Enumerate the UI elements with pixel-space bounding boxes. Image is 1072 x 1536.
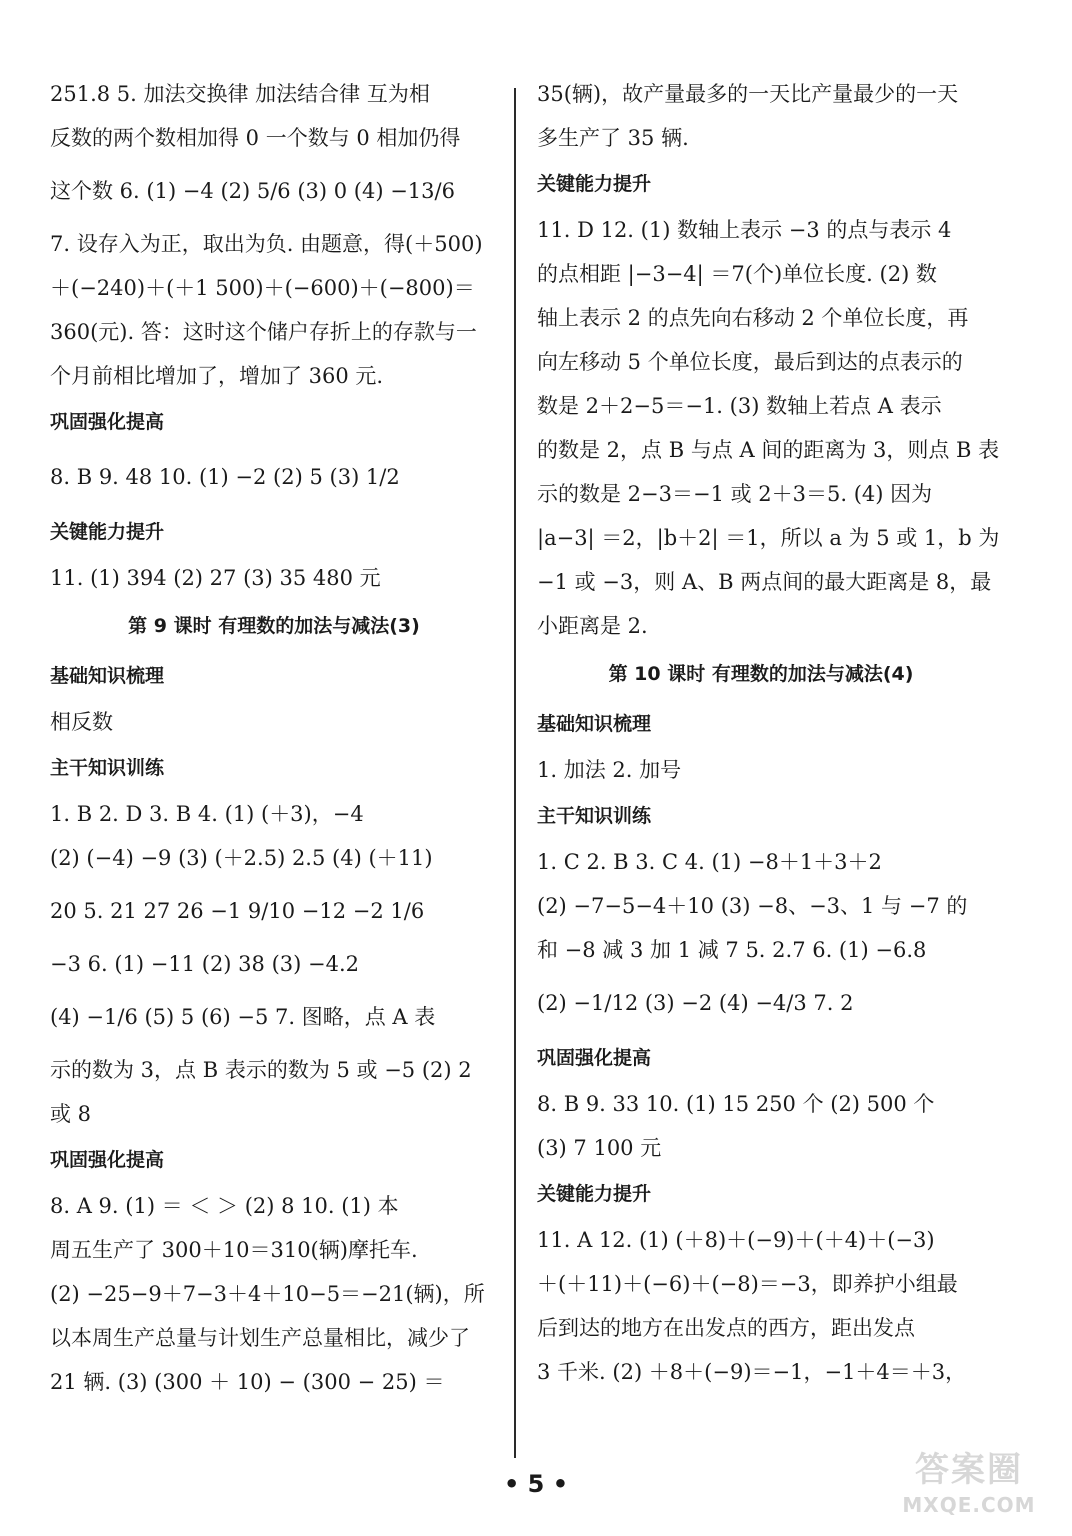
left-answer-line: 8. A 9. (1) ＝ ＜ ＞ (2) 8 10. (1) 本 [50, 1194, 399, 1218]
right-answer-line: 1. C 2. B 3. C 4. (1) −8＋1＋3＋2 [537, 850, 882, 874]
watermark-text-cn: 答案圈 [915, 1450, 1023, 1490]
left-answer-line: 反数的两个数相加得 0 一个数与 0 相加仍得 [50, 126, 461, 150]
left-section-heading: 主干知识训练 [50, 757, 165, 779]
left-answer-line: 7. 设存入为正，取出为负. 由题意，得(＋500) [50, 232, 483, 256]
right-answer-line: 后到达的地方在出发点的西方，距出发点 [537, 1316, 915, 1340]
left-column [50, 72, 498, 1404]
right-answer-line: (3) 7 100 元 [537, 1136, 662, 1160]
left-answer-line: 周五生产了 300＋10＝310(辆)摩托车. [50, 1238, 418, 1262]
right-section-heading: 巩固强化提高 [537, 1047, 652, 1069]
right-answer-line: 向左移动 5 个单位长度，最后到达的点表示的 [537, 350, 963, 374]
right-lesson-title: 第 10 课时 有理数的加法与减法(4) [608, 663, 914, 685]
watermark-logo [894, 1448, 1044, 1528]
left-answer-line: (2) (−4) −9 (3) (＋2.5) 2.5 (4) (＋11) [50, 846, 433, 870]
left-answer-line: (4) −1/6 (5) 5 (6) −5 7. 图略，点 A 表 [50, 1005, 436, 1029]
left-section-heading: 巩固强化提高 [50, 411, 165, 433]
left-answer-line: (2) −25−9＋7−3＋4＋10−5＝−21(辆)，所 [50, 1282, 485, 1306]
left-answer-line: 251.8 5. 加法交换律 加法结合律 互为相 [50, 82, 430, 106]
left-answer-line: −3 6. (1) −11 (2) 38 (3) −4.2 [50, 952, 359, 976]
left-answer-line: 或 8 [50, 1102, 92, 1126]
left-answer-line: 8. B 9. 48 10. (1) −2 (2) 5 (3) 1/2 [50, 465, 400, 489]
left-answer-line: 个月前相比增加了，增加了 360 元. [50, 364, 384, 388]
left-answer-line: 21 辆. (3) (300 ＋ 10) − (300 − 25) ＝ [50, 1370, 445, 1394]
right-section-heading: 关键能力提升 [537, 1183, 652, 1205]
left-answer-line: 360(元). 答：这时这个储户存折上的存款与一 [50, 320, 477, 344]
right-section-heading: 关键能力提升 [537, 173, 652, 195]
right-answer-line: (2) −1/12 (3) −2 (4) −4/3 7. 2 [537, 991, 854, 1015]
right-column [537, 72, 1000, 1394]
right-answer-line: (2) −7−5−4＋10 (3) −8、−3、1 与 −7 的 [537, 894, 968, 918]
right-answer-line: 轴上表示 2 的点先向右移动 2 个单位长度，再 [537, 306, 969, 330]
right-answer-line: 3 千米. (2) ＋8＋(−9)＝−1，−1＋4＝＋3， [537, 1360, 967, 1384]
left-section-heading: 基础知识梳理 [50, 665, 165, 687]
left-answer-line: 这个数 6. (1) −4 (2) 5/6 (3) 0 (4) −13/6 [50, 179, 455, 203]
right-answer-line: 多生产了 35 辆. [537, 126, 689, 150]
left-section-heading: 巩固强化提高 [50, 1149, 165, 1171]
page-number: • 5 • [503, 1470, 569, 1498]
right-answer-line: |a−3| ＝2，|b＋2| ＝1，所以 a 为 5 或 1，b 为 [537, 526, 1000, 550]
left-section-heading: 关键能力提升 [50, 521, 165, 543]
right-answer-line: 11. A 12. (1) (＋8)＋(−9)＋(＋4)＋(−3) [537, 1228, 935, 1252]
column-divider [514, 88, 516, 1458]
right-answer-line: ＋(＋11)＋(−6)＋(−8)＝−3，即养护小组最 [537, 1272, 958, 1296]
right-answer-line: 数是 2＋2−5＝−1. (3) 数轴上若点 A 表示 [537, 394, 942, 418]
left-answer-line: 示的数为 3，点 B 表示的数为 5 或 −5 (2) 2 [50, 1058, 472, 1082]
left-answer-line: 1. B 2. D 3. B 4. (1) (＋3)，−4 [50, 802, 364, 826]
left-answer-line: 相反数 [50, 710, 113, 734]
right-answer-line: 11. D 12. (1) 数轴上表示 −3 的点与表示 4 [537, 218, 952, 242]
right-answer-line: −1 或 −3，则 A、B 两点间的最大距离是 8，最 [537, 570, 992, 594]
right-section-heading: 基础知识梳理 [537, 713, 652, 735]
right-answer-line: 的点相距 |−3−4| ＝7(个)单位长度. (2) 数 [537, 262, 937, 286]
right-answer-line: 和 −8 减 3 加 1 减 7 5. 2.7 6. (1) −6.8 [537, 938, 927, 962]
right-section-heading: 主干知识训练 [537, 805, 652, 827]
left-answer-line: 以本周生产总量与计划生产总量相比，减少了 [50, 1326, 470, 1350]
left-lesson-title: 第 9 课时 有理数的加法与减法(3) [128, 615, 420, 637]
left-answer-line: 11. (1) 394 (2) 27 (3) 35 480 元 [50, 566, 381, 590]
watermark-text-en: MXQE.COM [902, 1493, 1036, 1517]
right-answer-line: 示的数是 2−3＝−1 或 2＋3＝5. (4) 因为 [537, 482, 933, 506]
right-answer-line: 的数是 2，点 B 与点 A 间的距离为 3，则点 B 表 [537, 438, 1000, 462]
left-answer-line: 20 5. 21 27 26 −1 9/10 −12 −2 1/6 [50, 899, 425, 923]
right-answer-line: 35(辆)，故产量最多的一天比产量最少的一天 [537, 82, 959, 106]
right-answer-line: 1. 加法 2. 加号 [537, 758, 682, 782]
left-answer-line: ＋(−240)＋(＋1 500)＋(−600)＋(−800)＝ [50, 276, 475, 300]
right-answer-line: 小距离是 2. [537, 614, 648, 638]
right-answer-line: 8. B 9. 33 10. (1) 15 250 个 (2) 500 个 [537, 1092, 935, 1116]
